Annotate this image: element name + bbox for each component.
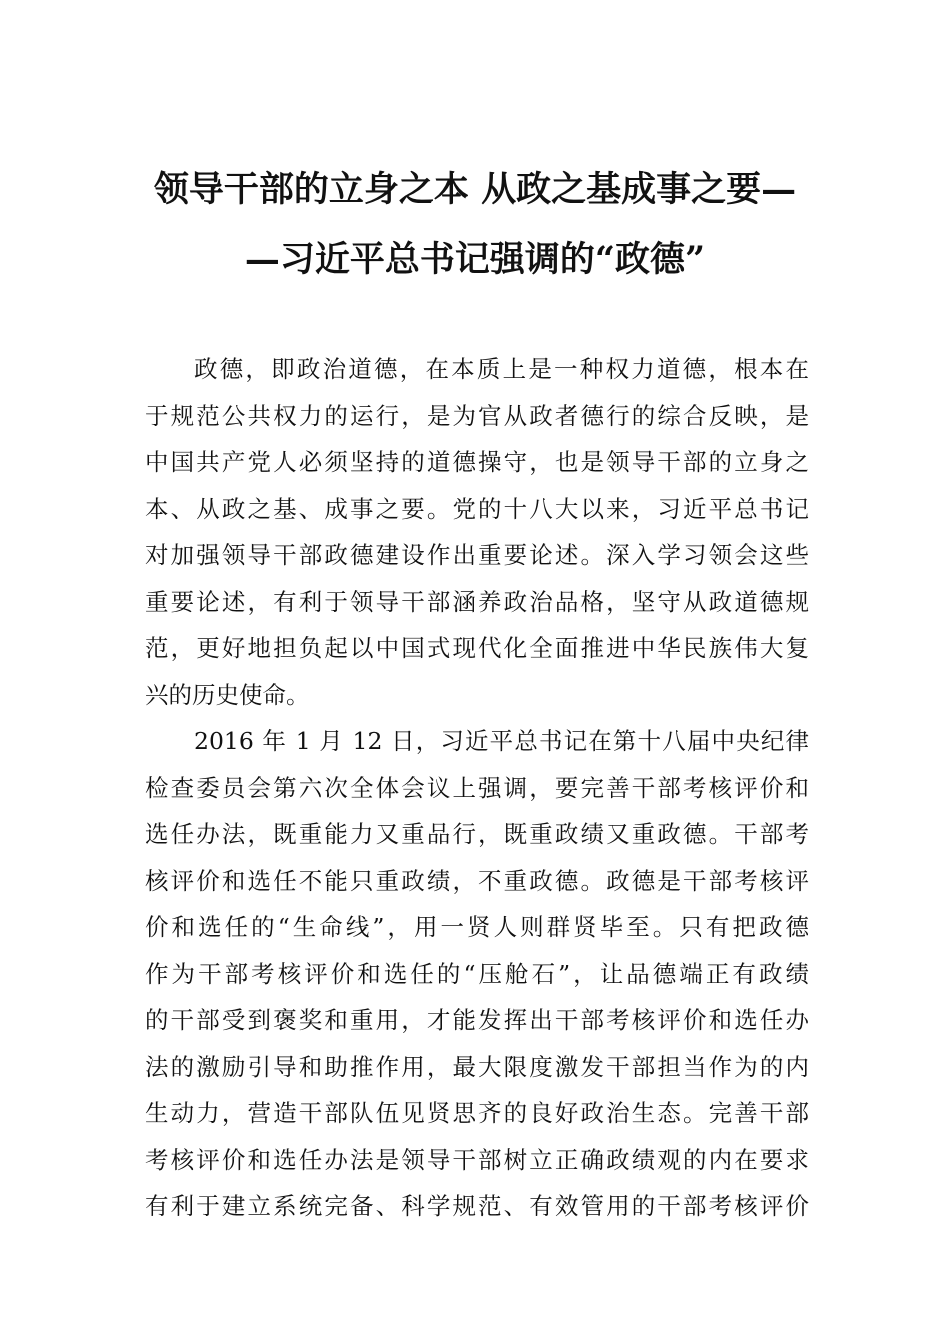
paragraph-line: 的干部受到褒奖和重用，才能发挥出干部考核评价和选任办	[145, 1006, 809, 1034]
paragraph-line: 政德，即政治道德，在本质上是一种权力道德，根本在	[194, 355, 809, 383]
paragraph-line: 重要论述，有利于领导干部涵养政治品格，坚守从政道德规	[145, 587, 809, 616]
paragraph-line: 兴的历史使命。	[145, 680, 310, 709]
paragraph-line: 价和选任的“生命线”，用一贤人则群贤毕至。只有把政德	[145, 913, 809, 941]
paragraph-line: 核评价和选任不能只重政绩，不重政德。政德是干部考核评	[145, 866, 809, 895]
paragraph-line: 2016 年 1 月 12 日，习近平总书记在第十八届中央纪律	[194, 727, 809, 755]
paragraph-line: 考核评价和选任办法是领导干部树立正确政绩观的内在要求	[145, 1145, 809, 1174]
paragraph-line: 范，更好地担负起以中国式现代化全面推进中华民族伟大复	[145, 634, 809, 662]
paragraph-line: 有利于建立系统完备、科学规范、有效管用的干部考核评价	[145, 1192, 809, 1220]
paragraph-line: 生动力，营造干部队伍见贤思齐的良好政治生态。完善干部	[145, 1099, 809, 1127]
paragraph-line: 本、从政之基、成事之要。党的十八大以来，习近平总书记	[145, 494, 809, 523]
paragraph-line: 检查委员会第六次全体会议上强调，要完善干部考核评价和	[145, 773, 809, 802]
paragraph-line: 对加强领导干部政德建设作出重要论述。深入学习领会这些	[145, 541, 809, 569]
title-line-1: 领导干部的立身之本 从政之基成事之要—	[153, 169, 797, 210]
paragraph-line: 作为干部考核评价和选任的“压舱石”，让品德端正有政绩	[145, 959, 809, 988]
paragraph-line: 中国共产党人必须坚持的道德操守，也是领导干部的立身之	[145, 448, 809, 476]
body-text	[145, 346, 809, 1230]
title-line-2: —习近平总书记强调的“政德”	[244, 239, 706, 280]
paragraph-line: 法的激励引导和助推作用，最大限度激发干部担当作为的内	[145, 1052, 809, 1081]
paragraph-line: 于规范公共权力的运行，是为官从政者德行的综合反映，是	[145, 401, 809, 430]
paragraph-line: 选任办法，既重能力又重品行，既重政绩又重政德。干部考	[145, 820, 809, 848]
